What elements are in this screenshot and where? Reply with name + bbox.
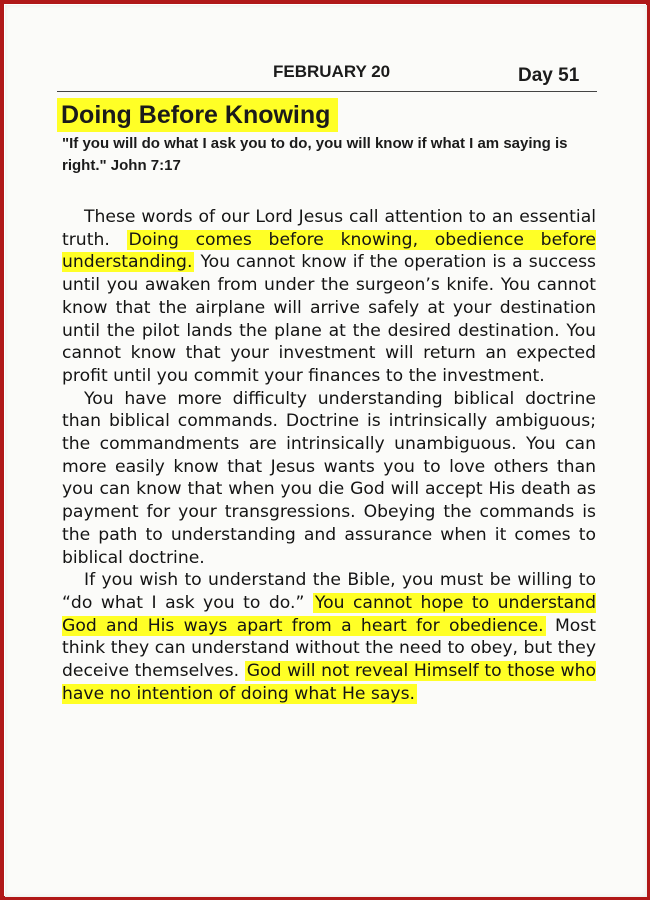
paragraph-3-text-b: Most think they can understand without the need to obey, but they deceive themselves.: [62, 615, 596, 682]
paragraph-1-text-b: You cannot know if the operation is a success until you awaken from under the surgeon’s knife. You cannot know that the airplane will arrive safely at your destination until the pilot lands the plane at the desired destination. You cannot know that your investment will return an expected profit until you commit your finances to the investment.: [62, 252, 596, 386]
paragraph-3: [62, 569, 596, 705]
highlight-3: God will not reveal Himself to those who have no intention of doing what He says.: [62, 661, 597, 704]
day-number: Day 51: [518, 65, 580, 86]
paragraph-1: [62, 206, 596, 388]
paragraph-2: You have more difficulty understanding biblical doctrine than biblical commands. Doctrine is intrinsically ambiguous; the commandments are intrinsically unambiguous. You can more easily know that Jesus wants you to love others than you can know that when you die God will accept His death as payment for your transgressions. Obeying the commands is the path to understanding and assurance when it comes to biblical doctrine.: [62, 388, 596, 568]
scripture-verse: "If you will do what I ask you to do, you will know if what I am saying is right." John 7:17: [62, 135, 568, 174]
entry-title: Doing Before Knowing: [57, 98, 338, 132]
paragraph-1-text-a: These words of our Lord Jesus call attention to an essential truth.: [62, 207, 596, 250]
paragraph-3-text-a: If you wish to understand the Bible, you must be willing to “do what I ask you to do.”: [62, 570, 596, 613]
devotional-page: [5, 5, 647, 897]
header-rule: [57, 91, 597, 92]
entry-date: FEBRUARY 20: [273, 62, 391, 81]
highlight-1: Doing comes before knowing, obedience before understanding.: [62, 229, 596, 273]
devotional-body: [62, 206, 596, 705]
highlight-2: You cannot hope to understand God and His ways apart from a heart for obedience.: [62, 592, 596, 636]
page-frame: [4, 4, 646, 896]
